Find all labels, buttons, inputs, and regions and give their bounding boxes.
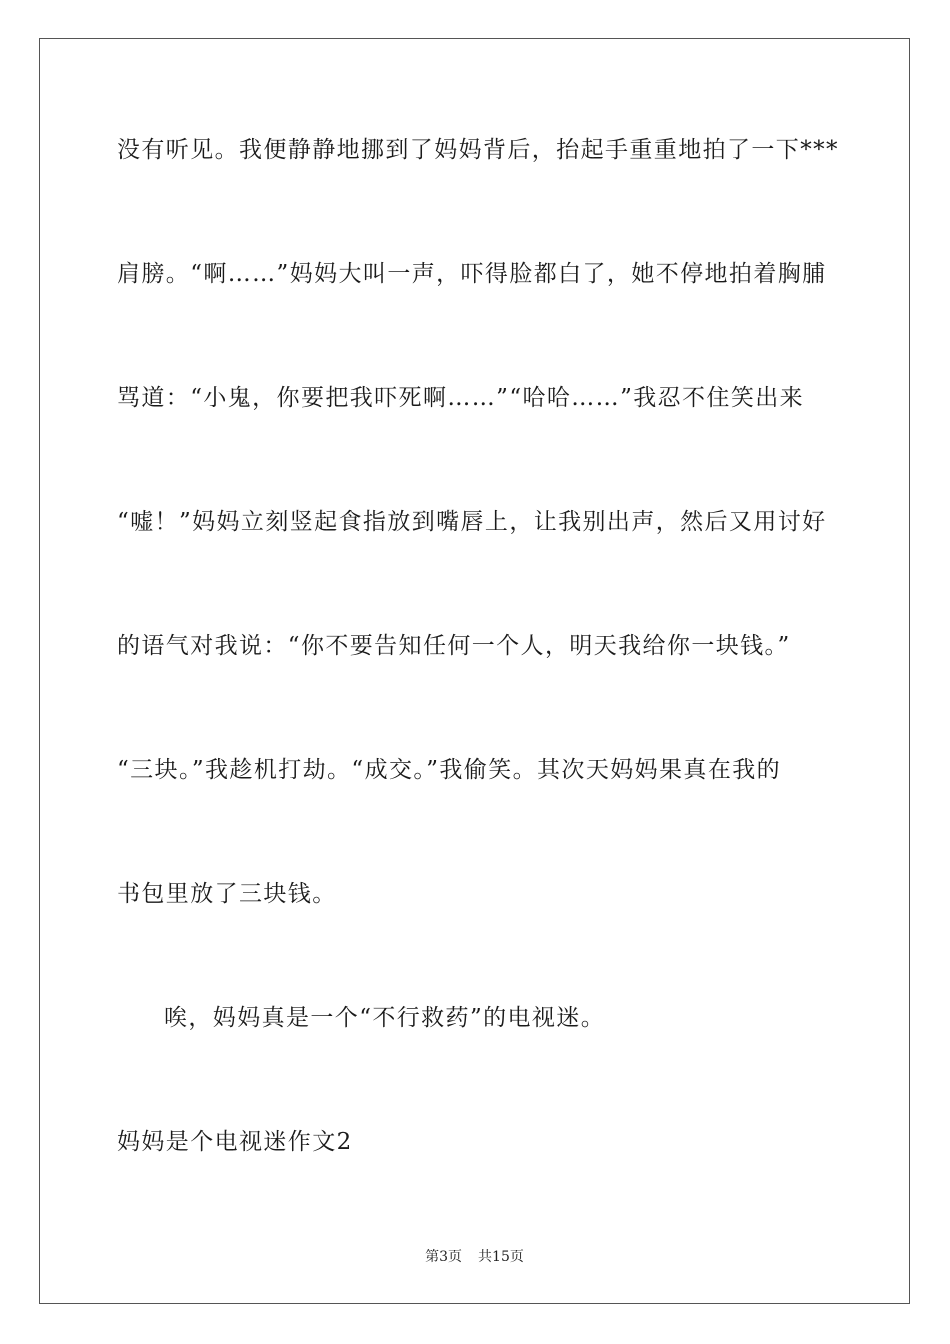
paragraph-line-5: 的语气对我说：“你不要告知任何一个人，明天我给你一块钱。” (117, 633, 791, 659)
page-footer (40, 1246, 909, 1266)
paragraph-line-7: 书包里放了三块钱。 (117, 881, 337, 907)
document-page (39, 38, 910, 1304)
paragraph-line-1: 没有听见。我便静静地挪到了妈妈背后，抬起手重重地拍了一下*** (117, 137, 839, 163)
paragraph-line-4: “嘘！”妈妈立刻竖起食指放到嘴唇上，让我别出声，然后又用讨好 (117, 509, 827, 535)
page-number-current: 第3页 (425, 1249, 463, 1265)
paragraph-line-2: 肩膀。“啊……”妈妈大叫一声，吓得脸都白了，她不停地拍着胸脯 (117, 261, 827, 287)
paragraph-line-3: 骂道：“小鬼，你要把我吓死啊……”“哈哈……”我忍不住笑出来 (117, 385, 805, 411)
section-heading: 妈妈是个电视迷作文2 (117, 1129, 353, 1155)
paragraph-line-6: “三块。”我趁机打劫。“成交。”我偷笑。其次天妈妈果真在我的 (117, 757, 782, 783)
paragraph-line-8: 唉，妈妈真是一个“不行救药”的电视迷。 (164, 1005, 606, 1031)
page-number-total: 共15页 (478, 1249, 524, 1265)
